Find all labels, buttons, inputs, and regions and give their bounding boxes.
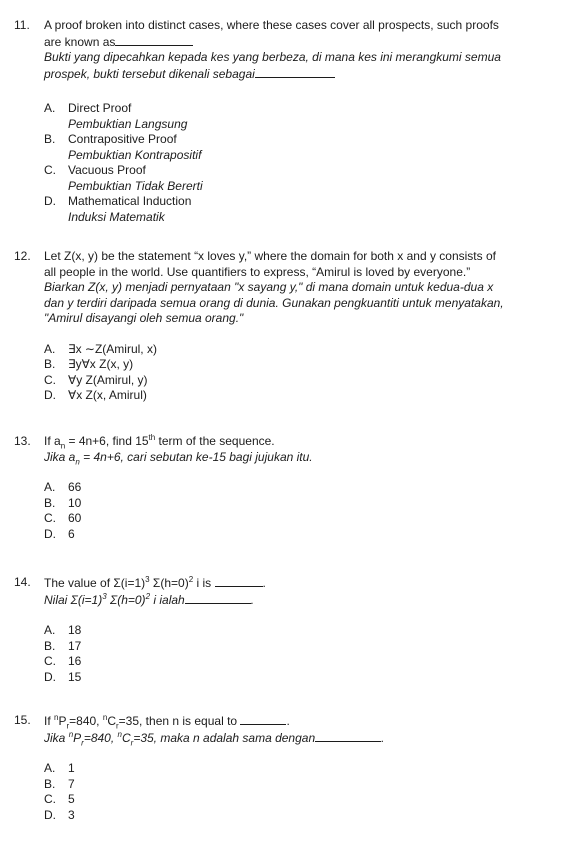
options-list (44, 761, 552, 823)
question-number: 11. (14, 18, 30, 32)
option-d[interactable]: D. ∀x Z(x, Amirul) (44, 388, 147, 402)
options-list (44, 342, 552, 404)
answer-blank (315, 730, 381, 742)
question-text-ms: Jika $a_n = 4n+6$, cari sebutan ke-15 bagi jujukan itu. (44, 449, 313, 466)
question-body (44, 713, 552, 823)
option-b[interactable]: B. 7 (44, 776, 75, 791)
question-text-en: If $a_n = 4n+6$, find 15th term of the sequence. (44, 433, 275, 451)
option-b[interactable]: B. Contrapositive Proof Pembuktian Kontrapositif (44, 132, 202, 162)
option-a[interactable]: A. 18 (44, 623, 82, 637)
question-body (44, 434, 552, 542)
question-text-en: The value of Σ(i=1)$^3$ Σ(h=0)$^2$ i is . (44, 575, 266, 590)
options-list (44, 623, 552, 685)
answer-blank (115, 34, 193, 46)
answer-blank (185, 592, 251, 604)
question-text-ms: Biarkan Z(x, y) menjadi pernyataan "x sayang y," di mana domain untuk kedua-dua x dan y terdiri daripada semua orang di dunia. Gunakan pengkuantiti untuk menyatakan, "Amirul disayangi oleh semua orang." (44, 280, 504, 325)
options-list (44, 101, 552, 225)
option-a[interactable]: A. 1 (44, 761, 75, 775)
question-text-en: If $^nP_r=840$, $^nC_r=35$, then n is equal to . (44, 713, 290, 731)
question-number: 13. (14, 434, 31, 448)
option-a[interactable]: A. ∃x ∼Z(Amirul, x) (44, 341, 157, 356)
option-c[interactable]: C. ∀y Z(Amirul, y) (44, 372, 148, 387)
option-b[interactable]: B. ∃y∀x Z(x, y) (44, 357, 134, 371)
question-12 (14, 249, 554, 404)
question-body (44, 18, 552, 225)
question-13 (14, 434, 554, 542)
option-a[interactable]: A. 66 (44, 480, 82, 494)
question-11 (14, 18, 554, 225)
option-c[interactable]: C. Vacuous Proof Pembuktian Tidak Bererti (44, 163, 203, 193)
question-text-ms: Nilai Σ(i=1)$^3$ Σ(h=0)$^2$ i ialah . (44, 591, 255, 607)
options-list (44, 480, 552, 542)
question-body (44, 249, 552, 404)
answer-blank (215, 575, 263, 587)
question-number: 14. (14, 575, 31, 589)
option-d[interactable]: D. Mathematical Induction Induksi Matematik (44, 194, 192, 224)
question-text-ms: Bukti yang dipecahkan kepada kes yang berbeza, di mana kes ini merangkumi semua prospek, bukti tersebut dikenali sebagai (44, 50, 501, 81)
option-c[interactable]: C. 60 (44, 511, 82, 525)
answer-blank (255, 66, 335, 78)
question-text-ms: Jika $^nP_r=840$, $^nC_r=35$, maka n adalah sama dengan . (44, 729, 385, 747)
option-c[interactable]: C. 5 (44, 792, 75, 806)
option-b[interactable]: B. 17 (44, 638, 82, 653)
option-d[interactable]: D. 15 (44, 669, 82, 684)
question-text-en: Let Z(x, y) be the statement “x loves y,” where the domain for both x and y consists of all people in the world. Use quantifiers to express, “Amirul is loved by everyone.” (44, 249, 496, 279)
option-d[interactable]: D. 3 (44, 807, 75, 822)
option-d[interactable]: D. 6 (44, 526, 75, 541)
question-15 (14, 713, 554, 823)
option-c[interactable]: C. 16 (44, 654, 82, 668)
question-number: 12. (14, 249, 31, 263)
question-text-en: A proof broken into distinct cases, where these cases cover all prospects, such proofs are known as (44, 18, 499, 49)
option-b[interactable]: B. 10 (44, 495, 82, 510)
question-body (44, 575, 552, 685)
question-number: 15. (14, 713, 31, 727)
option-a[interactable]: A. Direct Proof Pembuktian Langsung (44, 101, 188, 131)
question-14 (14, 575, 554, 685)
answer-blank (240, 713, 286, 725)
